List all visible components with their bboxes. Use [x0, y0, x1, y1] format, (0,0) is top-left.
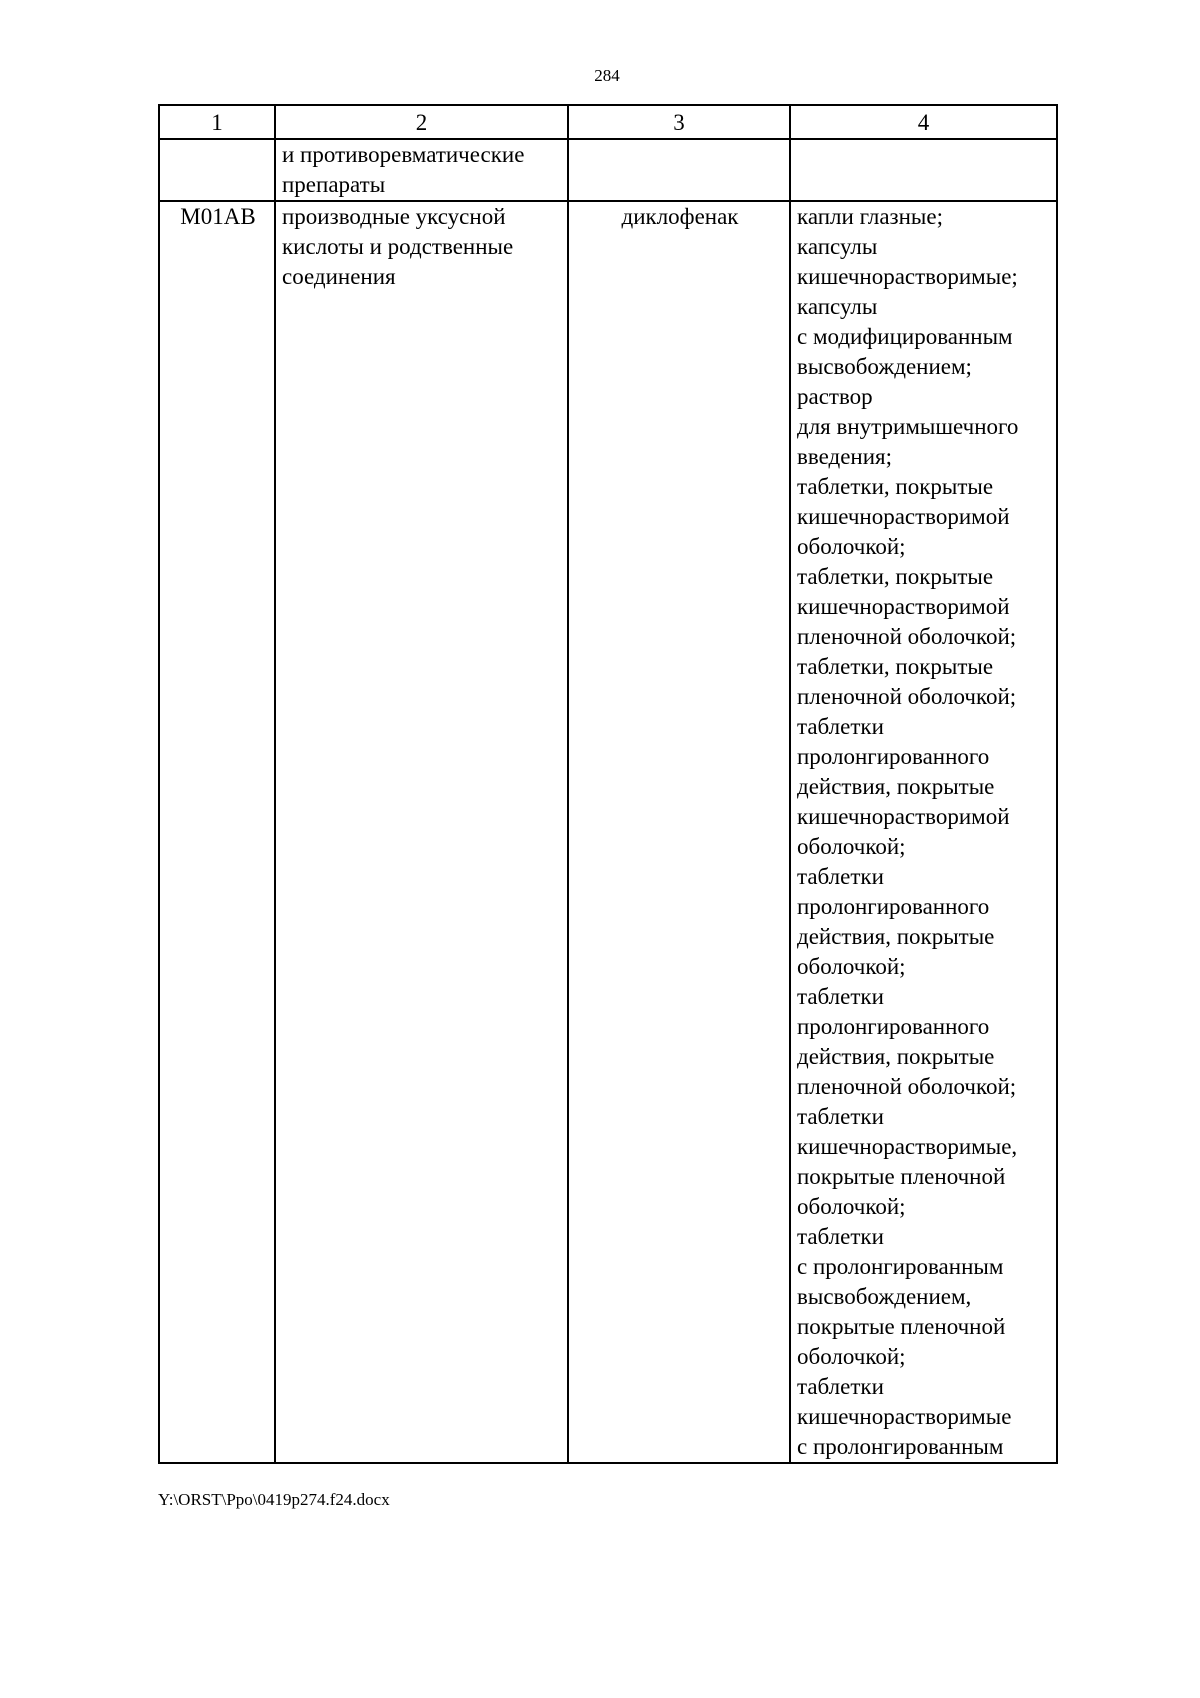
column-header: 3 [568, 105, 790, 139]
text-line: пленочной оболочкой; [797, 684, 1017, 709]
text-line: препараты [282, 172, 386, 197]
dosage-forms-cell [790, 201, 1057, 1463]
substance-cell: диклофенак [568, 201, 790, 1463]
group-cell [275, 139, 568, 201]
text-line: для внутримышечного [797, 414, 1019, 439]
atc-code-cell: M01AB [159, 201, 275, 1463]
text-line: таблетки [797, 1104, 884, 1129]
text-line: таблетки [797, 714, 884, 739]
dosage-forms-cell [790, 139, 1057, 201]
text-line: высвобождением; [797, 354, 972, 379]
text-line: капсулы [797, 234, 878, 259]
table-row [159, 201, 1057, 1463]
substance-cell [568, 139, 790, 201]
text-line: раствор [797, 384, 873, 409]
text-line: таблетки [797, 1224, 884, 1249]
column-header: 4 [790, 105, 1057, 139]
text-line: покрытые пленочной [797, 1164, 1006, 1189]
text-line: оболочкой; [797, 1344, 906, 1369]
text-line: соединения [282, 264, 396, 289]
text-line: пролонгированного [797, 894, 990, 919]
text-line: таблетки [797, 864, 884, 889]
text-line: и противоревматические [282, 142, 525, 167]
column-header: 2 [275, 105, 568, 139]
text-line: кишечнорастворимой [797, 804, 1010, 829]
column-header: 1 [159, 105, 275, 139]
text-line: таблетки, покрытые [797, 564, 994, 589]
text-line: кишечнорастворимой [797, 504, 1010, 529]
text-line: пленочной оболочкой; [797, 1074, 1017, 1099]
text-line: покрытые пленочной [797, 1314, 1006, 1339]
text-line: действия, покрытые [797, 924, 995, 949]
text-line: таблетки [797, 984, 884, 1009]
text-line: таблетки, покрытые [797, 654, 994, 679]
table-header-row [159, 105, 1057, 139]
text-line: действия, покрытые [797, 1044, 995, 1069]
text-line: капсулы [797, 294, 878, 319]
text-line: производные уксусной [282, 204, 506, 229]
text-line: капли глазные; [797, 204, 943, 229]
drug-table [158, 104, 1058, 1464]
text-line: с модифицированным [797, 324, 1013, 349]
text-line: кишечнорастворимой [797, 594, 1010, 619]
text-line: действия, покрытые [797, 774, 995, 799]
text-line: пролонгированного [797, 744, 990, 769]
text-line: кишечнорастворимые; [797, 264, 1018, 289]
text-line: таблетки, покрытые [797, 474, 994, 499]
text-line: кишечнорастворимые, [797, 1134, 1018, 1159]
text-line: пленочной оболочкой; [797, 624, 1017, 649]
text-line: таблетки [797, 1374, 884, 1399]
text-line: с пролонгированным [797, 1254, 1004, 1279]
text-line: оболочкой; [797, 534, 906, 559]
text-line: кишечнорастворимые [797, 1404, 1012, 1429]
page-number: 284 [594, 66, 620, 85]
text-line: введения; [797, 444, 892, 469]
text-line: с пролонгированным [797, 1434, 1004, 1459]
text-line: кислоты и родственные [282, 234, 514, 259]
atc-code-cell [159, 139, 275, 201]
text-line: высвобождением, [797, 1284, 972, 1309]
text-line: оболочкой; [797, 954, 906, 979]
table-row [159, 139, 1057, 201]
text-line: оболочкой; [797, 834, 906, 859]
text-line: оболочкой; [797, 1194, 906, 1219]
group-cell [275, 201, 568, 1463]
text-line: пролонгированного [797, 1014, 990, 1039]
file-path-footer: Y:\ORST\Ppo\0419p274.f24.docx [158, 1490, 390, 1509]
